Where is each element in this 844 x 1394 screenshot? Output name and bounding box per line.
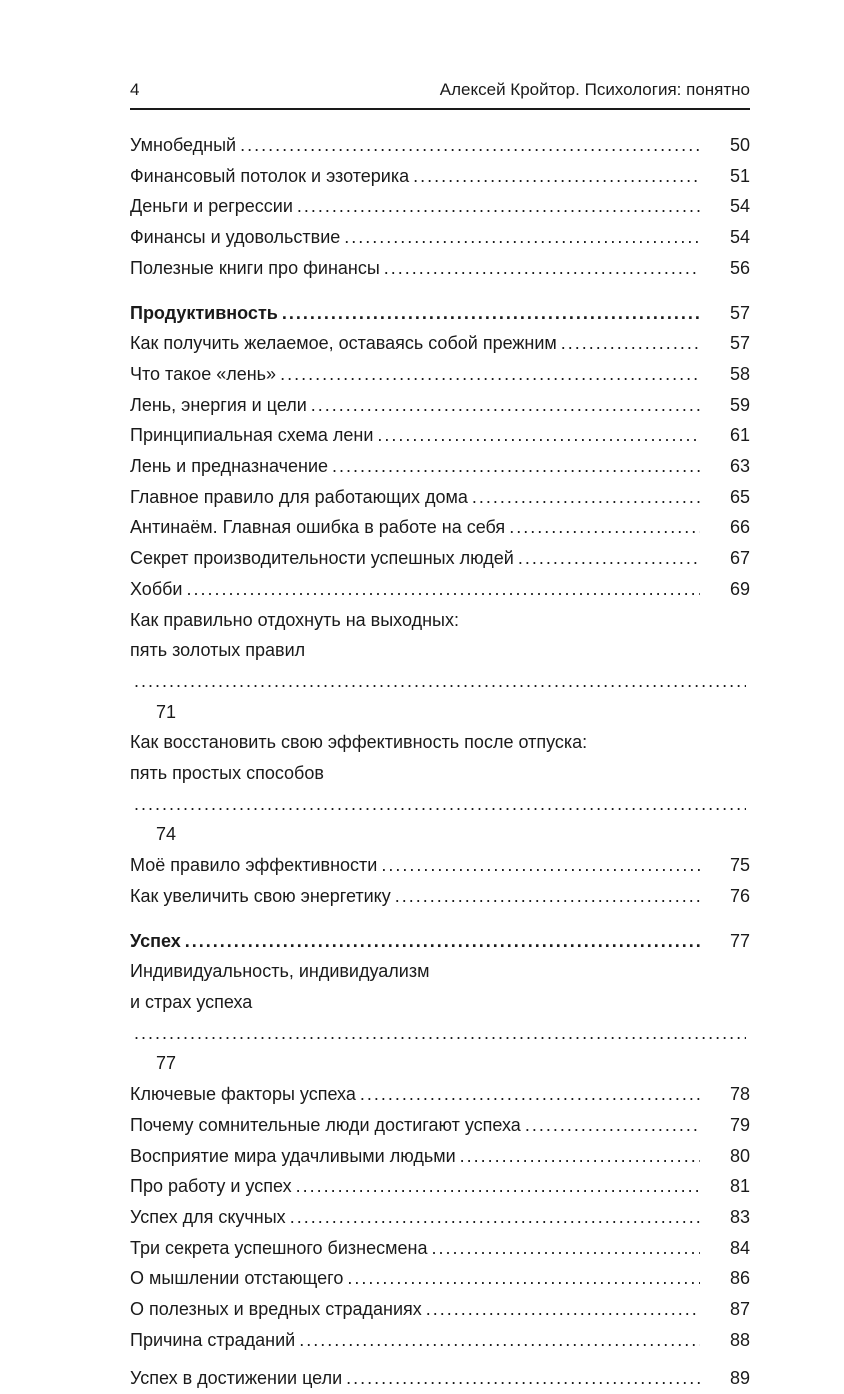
author-name: Алексей Кройтор. xyxy=(439,80,580,99)
toc-entry[interactable] xyxy=(130,482,750,513)
toc-leader-dots xyxy=(431,1233,700,1264)
toc-entry-page: 67 xyxy=(729,548,750,569)
toc-entry[interactable] xyxy=(130,420,750,451)
toc-leader-dots xyxy=(282,298,700,329)
toc-entry-title: Три секрета успешного бизнесмена xyxy=(130,1237,428,1258)
toc-leader-dots xyxy=(413,161,700,192)
running-head xyxy=(130,80,750,110)
toc-leader-dots xyxy=(134,666,746,697)
toc-leader-dots xyxy=(460,1141,700,1172)
toc-entry-title-line1: Индивидуальность, индивидуализм xyxy=(130,961,430,982)
toc-entry-title: Восприятие мира удачливыми людьми xyxy=(130,1145,456,1166)
toc-leader-dots xyxy=(509,512,700,543)
toc-leader-dots xyxy=(426,1294,700,1325)
toc-entry[interactable] xyxy=(130,1294,750,1325)
toc-leader-dots xyxy=(296,1171,700,1202)
toc-entry-page: 63 xyxy=(729,456,750,477)
toc-section-title: Успех xyxy=(130,930,181,951)
toc-leader-dots xyxy=(360,1079,700,1110)
toc-leader-dots xyxy=(395,881,700,912)
toc-entry-title-line1: Как правильно отдохнуть на выходных: xyxy=(130,609,459,630)
toc-entry[interactable] xyxy=(130,328,750,359)
toc-entry[interactable] xyxy=(130,1233,750,1264)
toc-entry-page: 54 xyxy=(729,227,750,248)
toc-entry[interactable] xyxy=(130,253,750,284)
toc-leader-dots xyxy=(240,130,700,161)
toc-entry-page: 88 xyxy=(729,1329,750,1350)
toc-entry[interactable] xyxy=(130,1325,750,1356)
toc-section-title: Продуктивность xyxy=(130,302,278,323)
toc-entry[interactable] xyxy=(130,1363,750,1394)
toc-entry-page: 84 xyxy=(729,1237,750,1258)
toc-entry-page: 66 xyxy=(729,517,750,538)
toc-entry-title-line1: Как восстановить свою эффективность после отпуска: xyxy=(130,732,588,753)
toc-entry-title: Хобби xyxy=(130,578,183,599)
toc-entry-title: О мышлении отстающего xyxy=(130,1268,344,1289)
toc-entry-page: 86 xyxy=(729,1268,750,1289)
toc-entry-page: 69 xyxy=(729,578,750,599)
toc-leader-dots xyxy=(384,253,700,284)
toc-entry-title: Умнобедный xyxy=(130,135,237,155)
toc-entry-page: 54 xyxy=(729,196,750,217)
running-title xyxy=(440,80,750,100)
toc-entry[interactable] xyxy=(130,574,750,605)
toc-leader-dots xyxy=(187,574,701,605)
toc-entry[interactable] xyxy=(130,161,750,192)
toc-entry-title: Лень и предназначение xyxy=(130,456,329,477)
book-title: Психология: понятно xyxy=(584,80,750,99)
toc-entry-title: Финансы и удовольствие xyxy=(130,227,341,248)
toc-leader-dots xyxy=(344,222,700,253)
toc-entry[interactable] xyxy=(130,727,750,850)
toc-entry-title: Успех в достижении цели xyxy=(130,1368,343,1389)
toc-entry-title: пять простых способов xyxy=(130,763,324,784)
toc-entry-page: 81 xyxy=(729,1176,750,1197)
toc-entry[interactable] xyxy=(130,1079,750,1110)
page-number: 4 xyxy=(130,80,140,99)
toc-entry-title: Как увеличить свою энергетику xyxy=(130,885,391,906)
toc-entry-page: 78 xyxy=(729,1084,750,1105)
toc-entry-page: 74 xyxy=(155,824,176,845)
toc-entry-page: 71 xyxy=(155,701,176,722)
toc-leader-dots xyxy=(280,359,700,390)
toc-entry-title: О полезных и вредных страданиях xyxy=(130,1299,422,1320)
toc-entry[interactable] xyxy=(130,1141,750,1172)
toc-entry-title: Принципиальная схема лени xyxy=(130,425,374,446)
toc-entry-page: 50 xyxy=(729,135,750,155)
toc-section-heading[interactable] xyxy=(130,926,750,957)
toc-entry-title: Что такое «лень» xyxy=(130,363,277,384)
toc-entry[interactable] xyxy=(130,130,750,161)
toc-entry-page: 89 xyxy=(729,1368,750,1389)
toc-entry[interactable] xyxy=(130,543,750,574)
toc-leader-dots xyxy=(290,1202,700,1233)
toc-entry[interactable] xyxy=(130,881,750,912)
toc-entry-title: Финансовый потолок и эзотерика xyxy=(130,165,410,186)
toc-entry-title: Про работу и успех xyxy=(130,1176,292,1197)
toc-entry[interactable] xyxy=(130,451,750,482)
toc-entry[interactable] xyxy=(130,390,750,421)
toc-leader-dots xyxy=(332,451,700,482)
toc-entry[interactable] xyxy=(130,222,750,253)
toc-entry[interactable] xyxy=(130,956,750,1079)
toc-entry-page: 77 xyxy=(729,930,750,951)
toc-entry-page: 61 xyxy=(729,425,750,446)
toc-leader-dots xyxy=(346,1363,700,1394)
toc-entry-title: Почему сомнительные люди достигают успеха xyxy=(130,1114,521,1135)
toc-leader-dots xyxy=(297,191,700,222)
toc-entry-title: пять золотых правил xyxy=(130,640,306,661)
toc-entry-title: Полезные книги про финансы xyxy=(130,257,380,278)
toc-entry-page: 75 xyxy=(729,855,750,876)
toc-leader-dots xyxy=(377,420,700,451)
toc-leader-dots xyxy=(299,1325,700,1356)
toc-entry-title: Антинаём. Главная ошибка в работе на себя xyxy=(130,517,506,538)
toc-entry[interactable] xyxy=(130,1263,750,1294)
toc-entry-title: Ключевые факторы успеха xyxy=(130,1084,356,1105)
toc-entry-page: 83 xyxy=(729,1206,750,1227)
toc-entry-page: 79 xyxy=(729,1114,750,1135)
toc-entry-page: 76 xyxy=(729,885,750,906)
toc-entry-page: 77 xyxy=(155,1053,176,1074)
toc-leader-dots xyxy=(347,1263,700,1294)
toc-leader-dots xyxy=(185,926,700,957)
toc-entry-title: и страх успеха xyxy=(130,991,253,1012)
toc-leader-dots xyxy=(561,328,700,359)
toc-entry-title: Как получить желаемое, оставаясь собой прежним xyxy=(130,333,557,354)
toc-entry-page: 65 xyxy=(729,486,750,507)
toc-entry[interactable] xyxy=(130,359,750,390)
toc-entry-page: 80 xyxy=(729,1145,750,1166)
toc-entry-page: 51 xyxy=(729,165,750,186)
toc-entry-page: 59 xyxy=(729,394,750,415)
toc-entry[interactable] xyxy=(130,1202,750,1233)
toc-entry[interactable] xyxy=(130,512,750,543)
toc-entry[interactable] xyxy=(130,191,750,222)
toc-entry-page: 57 xyxy=(729,302,750,323)
toc-entry-page: 58 xyxy=(729,363,750,384)
toc-entry[interactable] xyxy=(130,1110,750,1141)
toc-leader-dots xyxy=(134,1018,746,1049)
toc-entry-page: 87 xyxy=(729,1299,750,1320)
toc-entry[interactable] xyxy=(130,1171,750,1202)
toc-leader-dots xyxy=(381,850,700,881)
toc-entry-title: Секрет производительности успешных людей xyxy=(130,548,514,569)
toc-entry-title: Лень, энергия и цели xyxy=(130,394,307,415)
toc-entry[interactable] xyxy=(130,605,750,728)
toc-entry-title: Моё правило эффективности xyxy=(130,855,378,876)
toc-section-heading[interactable] xyxy=(130,298,750,329)
toc-leader-dots xyxy=(472,482,700,513)
toc-leader-dots xyxy=(134,789,746,820)
toc-leader-dots xyxy=(525,1110,700,1141)
toc-entry[interactable] xyxy=(130,850,750,881)
toc-leader-dots xyxy=(311,390,700,421)
toc-leader-dots xyxy=(518,543,700,574)
book-page xyxy=(130,80,750,1394)
toc-entry-title: Деньги и регрессии xyxy=(130,196,293,217)
toc-entry-page: 56 xyxy=(729,257,750,278)
toc-entry-page: 57 xyxy=(729,333,750,354)
toc-entry-title: Главное правило для работающих дома xyxy=(130,486,468,507)
toc-entry-title: Успех для скучных xyxy=(130,1206,286,1227)
table-of-contents xyxy=(130,130,750,1394)
toc-entry-title: Причина страданий xyxy=(130,1329,296,1350)
